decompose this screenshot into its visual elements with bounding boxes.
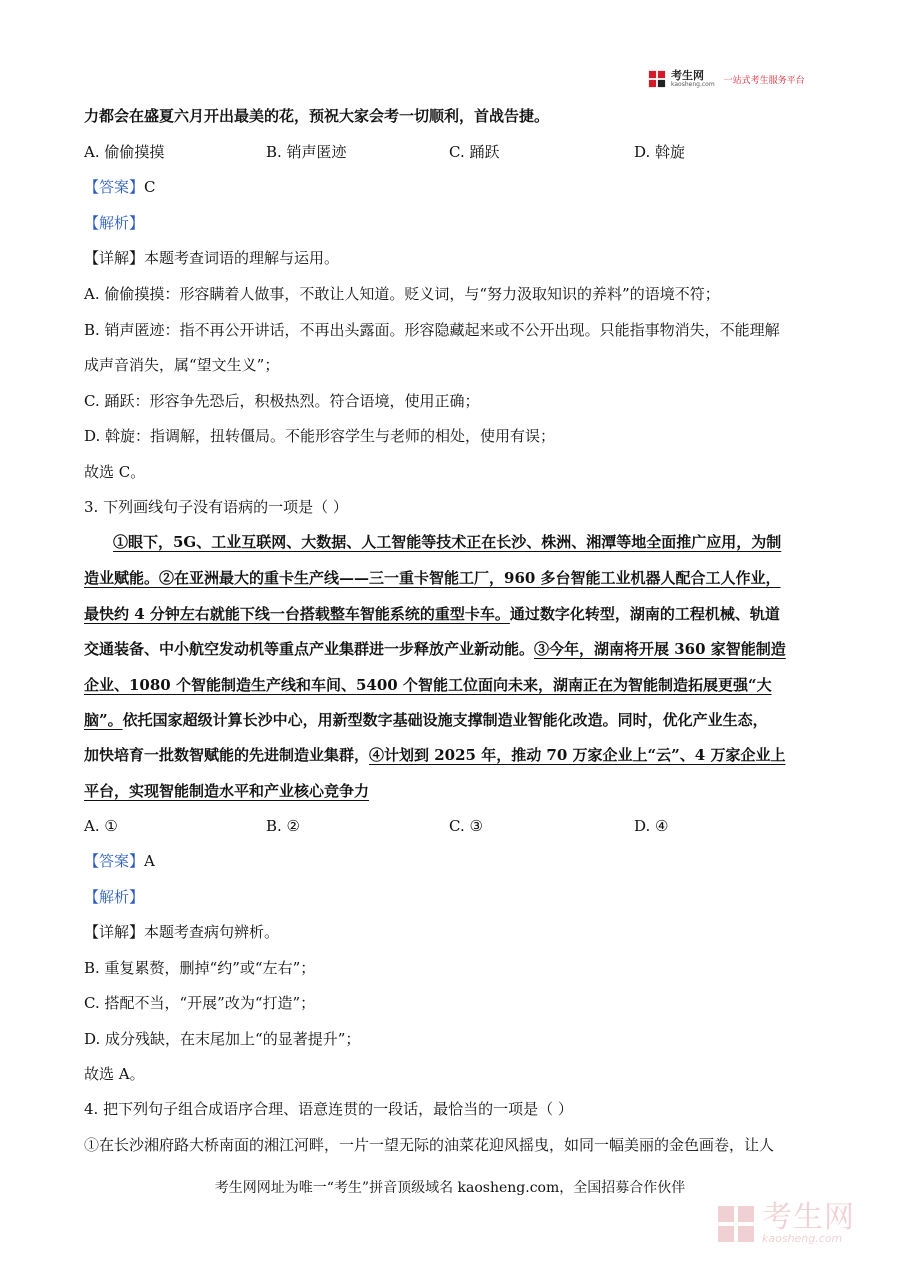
detail-text: 本题考查词语的理解与运用。	[144, 249, 340, 267]
q3-line: 故选 A。	[84, 1065, 145, 1083]
q3-plain-text: 依托国家超级计算长沙中心，用新型数字基础设施支撑制造业智能化改造。同时，优化产业生态，	[122, 711, 768, 729]
q3-sentence-3-end: 脑”。	[84, 711, 123, 729]
header-slogan: 一站式考生服务平台	[723, 75, 805, 86]
q3-option-b: B. ②	[266, 817, 301, 835]
q2-detail	[84, 248, 339, 268]
watermark	[716, 1200, 855, 1245]
header-logo	[648, 70, 805, 88]
q3-passage-line: ①眼下，5G、工业互联网、大数据、人工智能等技术正在长沙、株洲、湘潭等地全面推广应用，为制	[113, 533, 782, 551]
q2-line: B. 销声匿迹：指不再公开讲话，不再出头露面。形容隐藏起来或不公开出现。只能指事物消失，不能理解	[84, 321, 780, 339]
logo-name: 考生网	[671, 69, 704, 82]
q3-line: D. 成分残缺，在末尾加上“的显著提升”；	[84, 1030, 361, 1048]
q3-analysis-tag: 【解析】	[84, 888, 145, 906]
q3-passage-line: 平台，实现智能制造水平和产业核心竞争力	[84, 782, 370, 800]
q3-sentence-1-end: 造业赋能。	[84, 569, 160, 587]
q2-option-d: D. 斡旋	[634, 143, 686, 161]
q3-option-c: C. ③	[449, 817, 483, 835]
q3-answer	[84, 851, 155, 871]
q3-sentence-4-start: ④计划到 2025 年，推动 70 万家企业上“云”、4 万家企业上	[369, 746, 786, 764]
q3-passage-line	[84, 604, 780, 624]
q3-passage-line	[84, 639, 786, 659]
q4-first-line: ①在长沙湘府路大桥南面的湘江河畔，一片一望无际的油菜花迎风摇曳，如同一幅美丽的金色画卷，让人	[84, 1136, 775, 1154]
q3-plain-text: 加快培育一批数智赋能的先进制造业集群，	[84, 746, 370, 764]
q3-line: B. 重复累赘，删掉“约”或“左右”；	[84, 959, 316, 977]
detail-text: 本题考查病句辨析。	[144, 923, 280, 941]
q3-passage-line	[84, 745, 785, 765]
q3-stem: 3. 下列画线句子没有语病的一项是（ ）	[84, 498, 348, 516]
q2-option-a: A. 偷偷摸摸	[84, 143, 165, 161]
answer-value: A	[144, 852, 155, 870]
q3-option-d: D. ④	[634, 817, 669, 835]
kaosheng-watermark-icon	[716, 1204, 756, 1244]
q2-line: C. 踊跃：形容争先恐后，积极热烈。符合语境，使用正确；	[84, 392, 480, 410]
q3-passage-line	[84, 568, 781, 588]
detail-tag: 【详解】	[84, 249, 145, 267]
logo-domain: kaosheng.com	[671, 81, 715, 88]
detail-tag: 【详解】	[84, 923, 145, 941]
q3-sentence-2-start: ②在亚洲最大的重卡生产线——三一重卡智能工厂，960 多台智能工业机器人配合工人作业，	[159, 569, 781, 587]
q3-sentence-3-start: ③今年，湖南将开展 360 家智能制造	[534, 640, 786, 658]
q3-passage-line: 企业、1080 个智能制造生产线和车间、5400 个智能工位面向未来，湖南正在为智能制造拓展更强“大	[84, 676, 772, 694]
q2-option-c: C. 踊跃	[449, 143, 500, 161]
kaosheng-logo-icon	[648, 70, 666, 88]
q2-line: D. 斡旋：指调解，扭转僵局。不能形容学生与老师的相处，使用有误；	[84, 427, 556, 445]
watermark-domain: kaosheng.com	[762, 1232, 843, 1245]
q3-sentence-2-end: 最快约 4 分钟左右就能下线一台搭载整车智能系统的重型卡车。	[84, 605, 510, 623]
q3-detail	[84, 922, 279, 942]
q2-answer	[84, 177, 156, 197]
answer-tag: 【答案】	[84, 852, 145, 870]
q2-line: A. 偷偷摸摸：形容瞒着人做事，不敢让人知道。贬义词，与“努力汲取知识的养料”的语境不符；	[84, 285, 720, 303]
intro-line: 力都会在盛夏六月开出最美的花，预祝大家会考一切顺利，首战告捷。	[84, 107, 550, 125]
q3-line: C. 搭配不当，“开展”改为“打造”；	[84, 994, 316, 1012]
q2-line: 成声音消失，属“望文生义”；	[84, 356, 280, 374]
page-footer: 考生网网址为唯一“考生”拼音顶级域名 kaosheng.com，全国招募合作伙伴	[214, 1180, 686, 1196]
q4-stem: 4. 把下列句子组合成语序合理、语意连贯的一段话，最恰当的一项是（ ）	[84, 1100, 573, 1118]
q2-analysis-tag: 【解析】	[84, 214, 145, 232]
q3-passage-line	[84, 710, 768, 730]
q2-option-b: B. 销声匿迹	[266, 143, 347, 161]
answer-value: C	[144, 178, 156, 196]
q2-line: 故选 C。	[84, 463, 146, 481]
watermark-name: 考生网	[762, 1200, 855, 1235]
answer-tag: 【答案】	[84, 178, 145, 196]
q3-plain-text: 通过数字化转型，湖南的工程机械、轨道	[509, 605, 780, 623]
q3-option-a: A. ①	[84, 817, 118, 835]
q3-plain-text: 交通装备、中小航空发动机等重点产业集群进一步释放产业新动能。	[84, 640, 535, 658]
